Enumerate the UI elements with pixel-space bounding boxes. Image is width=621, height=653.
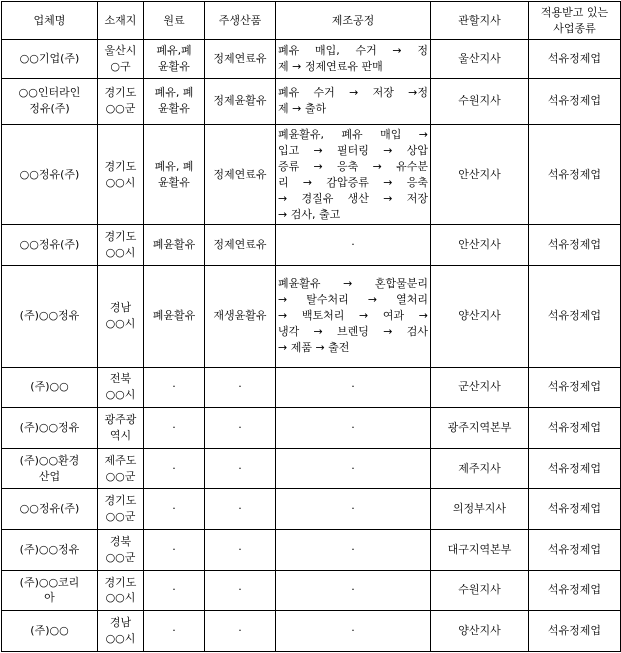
product-line: · [238,542,242,556]
product-cell [205,125,276,225]
industry-cell [529,367,621,408]
table-body [2,40,621,652]
branch-cell [431,40,529,79]
process-cell [276,611,431,652]
table-row [2,448,621,489]
process-line: → 검사, 출고 [278,207,341,221]
process-line: 냉각 → 브렌딩 → 검사 [278,325,428,339]
company-cell [2,489,98,530]
raw-line: · [172,421,176,435]
industry-cell [529,611,621,652]
location-cell [98,367,144,408]
table-row [2,40,621,79]
raw-line: · [172,380,176,394]
process-line: · [351,583,355,597]
location-line: 전북 [109,372,132,386]
location-line: ○○시 [105,632,136,646]
raw-line: · [172,542,176,556]
location-cell [98,448,144,489]
location-cell [98,408,144,449]
process-cell [276,489,431,530]
location-line: ○○시 [105,317,136,331]
product-cell [205,611,276,652]
raw-line: · [172,583,176,597]
industry-line: 석유정제업 [547,94,602,108]
process-line: 폐윤활유, 폐유 매입 → [278,128,428,142]
process-line: → 경질유 생산 → 저장 [278,191,428,205]
header-row [2,2,621,40]
product-cell [205,266,276,368]
branch-cell [431,448,529,489]
branch-line: 안산지사 [458,238,501,252]
process-cell [276,225,431,266]
raw-cell [144,225,205,266]
product-line: 정제윤활유 [213,94,267,108]
product-cell [205,570,276,611]
process-cell [276,266,431,368]
product-cell [205,489,276,530]
company-cell [2,367,98,408]
industry-line: 석유정제업 [547,502,602,516]
raw-cell [144,570,205,611]
company-line: ○○인터라인 [18,86,81,100]
process-line: · [351,624,355,638]
header-company: 업체명 [2,2,98,40]
branch-line: 양산지사 [458,624,501,638]
industry-line: 석유정제업 [547,624,602,638]
process-line: · [351,461,355,475]
company-line: (주)○○정유 [19,421,80,435]
raw-cell [144,78,205,125]
company-cell [2,225,98,266]
product-cell [205,367,276,408]
product-line: · [238,624,242,638]
header-main-product: 주생산품 [205,2,276,40]
product-line: · [238,461,242,475]
company-line: (주)○○ [30,380,69,394]
branch-cell [431,266,529,368]
company-cell [2,530,98,571]
company-line: ○○기업(주) [19,51,80,65]
product-line: 정제연료유 [213,167,267,181]
branch-cell [431,611,529,652]
table-row [2,78,621,125]
table-row [2,570,621,611]
location-cell [98,489,144,530]
process-line: → 제품 → 출전 [278,341,350,355]
process-line: · [351,380,355,394]
raw-line: 폐유,폐 [156,43,192,57]
location-cell [98,125,144,225]
branch-cell [431,489,529,530]
process-line: 폐유 매입, 수거 → 정 [278,43,428,57]
process-line: → 탈수처리 → 열처리 [278,293,428,307]
location-cell [98,570,144,611]
branch-line: 제주지사 [458,461,501,475]
industry-line: 석유정제업 [547,421,602,435]
company-line: (주)○○환경 [19,453,80,467]
branch-cell [431,530,529,571]
product-line: · [238,421,242,435]
industry-cell [529,78,621,125]
raw-line: · [172,502,176,516]
process-cell [276,367,431,408]
raw-cell [144,40,205,79]
process-cell [276,570,431,611]
location-cell [98,78,144,125]
company-cell [2,40,98,79]
company-cell [2,125,98,225]
location-line: 경기도 [104,494,137,508]
industry-line: 석유정제업 [547,380,602,394]
industry-cell [529,408,621,449]
raw-cell [144,530,205,571]
location-line: 광주광 [104,413,137,427]
header-raw-material: 원료 [144,2,205,40]
process-line: · [351,421,355,435]
branch-line: 울산지사 [458,51,501,65]
location-line: ○○군 [105,510,136,524]
raw-line: · [172,624,176,638]
branch-line: 양산지사 [458,309,501,323]
branch-line: 수원지사 [458,583,501,597]
location-line: ○○시 [105,246,136,260]
location-line: 울산시 [104,43,137,57]
product-line: · [238,380,242,394]
location-line: ○○시 [105,388,136,402]
process-line: 폐유 수거 → 저장 →정 [278,86,428,100]
branch-cell [431,570,529,611]
table-row [2,489,621,530]
industry-line: 석유정제업 [547,461,602,475]
branch-line: 수원지사 [458,94,501,108]
location-line: ○○시 [105,591,136,605]
location-line: 제주도 [104,453,137,467]
industry-line: 석유정제업 [547,583,602,597]
branch-cell [431,367,529,408]
raw-cell [144,489,205,530]
process-line: 리 → 감압증류 → 응축 [278,175,428,189]
product-cell [205,40,276,79]
table-row [2,367,621,408]
raw-line: 폐유, 폐 [154,159,194,173]
location-line: ○○군 [105,550,136,564]
location-line: 경기도 [104,575,137,589]
company-cell [2,266,98,368]
process-cell [276,40,431,79]
process-line: 입고 → 필터링 → 상압 [278,143,428,157]
company-cell [2,611,98,652]
industry-cell [529,266,621,368]
header-branch: 관할지사 [431,2,529,40]
branch-cell [431,225,529,266]
process-line: 제 → 출하 [278,102,327,116]
table-row [2,530,621,571]
branch-line: 군산지사 [458,380,501,394]
raw-line: 폐윤활유 [152,238,196,252]
branch-line: 안산지사 [458,167,501,181]
product-cell [205,530,276,571]
location-line: ○○시 [105,175,136,189]
header-industry: 적용받고 있는 사업종류 [529,2,621,40]
location-line: ○○군 [105,469,136,483]
company-cell [2,408,98,449]
table-row [2,408,621,449]
branch-line: 대구지역본부 [447,542,512,556]
product-line: 정제연료유 [213,238,267,252]
location-line: 경북 [109,534,132,548]
location-cell [98,40,144,79]
location-cell [98,266,144,368]
raw-cell [144,125,205,225]
company-cell [2,570,98,611]
table-row [2,266,621,368]
product-line: · [238,502,242,516]
industry-line: 석유정제업 [547,238,602,252]
location-cell [98,225,144,266]
raw-line: 폐유, 폐 [154,86,194,100]
process-cell [276,448,431,489]
industry-cell [529,448,621,489]
header-process: 제조공정 [276,2,431,40]
raw-cell [144,448,205,489]
process-line: · [351,502,355,516]
process-line: → 백토처리 → 여과 → [278,309,428,323]
branch-cell [431,125,529,225]
company-table [1,1,621,652]
industry-cell [529,225,621,266]
location-line: 역시 [109,429,132,442]
process-line: 제 → 정제연료유 판매 [278,59,383,73]
industry-line: 석유정제업 [547,309,602,323]
product-cell [205,408,276,449]
product-cell [205,78,276,125]
branch-cell [431,408,529,449]
header-location: 소재지 [98,2,144,40]
location-line: ○구 [110,59,131,73]
company-line: ○○정유(주) [19,502,80,516]
raw-line: 폐윤활유 [152,309,196,323]
raw-cell [144,367,205,408]
process-cell [276,530,431,571]
process-line: · [351,542,355,556]
process-cell [276,125,431,225]
industry-line: 석유정제업 [547,542,602,556]
table-row [2,611,621,652]
process-line: 증류 → 응축 → 유수분 [278,159,428,173]
industry-line: 석유정제업 [547,51,602,65]
industry-cell [529,40,621,79]
company-line: ○○정유(주) [19,238,80,252]
process-cell [276,408,431,449]
company-line: 정유(주) [29,102,70,116]
location-line: ○○군 [105,102,136,116]
raw-cell [144,408,205,449]
product-line: 정제연료유 [213,51,267,65]
company-line: 아 [44,591,55,605]
product-line: · [238,583,242,597]
raw-line: 윤활유 [158,59,190,73]
table-row [2,125,621,225]
company-cell [2,448,98,489]
raw-line: 윤활유 [158,175,190,189]
industry-cell [529,489,621,530]
industry-line: 석유정제업 [547,167,602,181]
raw-cell [144,611,205,652]
raw-cell [144,266,205,368]
company-cell [2,78,98,125]
company-line: (주)○○정유 [19,542,80,556]
company-line: ○○정유(주) [19,167,80,181]
company-line: 산업 [38,469,61,483]
company-line: (주)○○정유 [19,309,80,323]
location-line: 경남 [109,301,132,315]
product-line: 재생윤활유 [213,309,267,323]
product-cell [205,448,276,489]
table-row [2,225,621,266]
branch-line: 의정부지사 [452,502,507,516]
industry-cell [529,125,621,225]
raw-line: 윤활유 [158,102,190,116]
process-cell [276,78,431,125]
company-line: (주)○○ [30,624,69,638]
location-cell [98,530,144,571]
location-line: 경남 [109,616,132,630]
branch-line: 광주지역본부 [447,421,512,435]
location-line: 경기도 [104,159,137,173]
process-line: · [351,238,355,252]
company-line: (주)○○코리 [19,575,80,589]
branch-cell [431,78,529,125]
location-line: 경기도 [104,230,137,244]
document-page [1,1,620,652]
process-line: 폐윤활유 → 혼합물분리 [278,277,428,291]
location-cell [98,611,144,652]
industry-cell [529,530,621,571]
location-line: 경기도 [104,86,137,100]
raw-line: · [172,461,176,475]
industry-cell [529,570,621,611]
product-cell [205,225,276,266]
